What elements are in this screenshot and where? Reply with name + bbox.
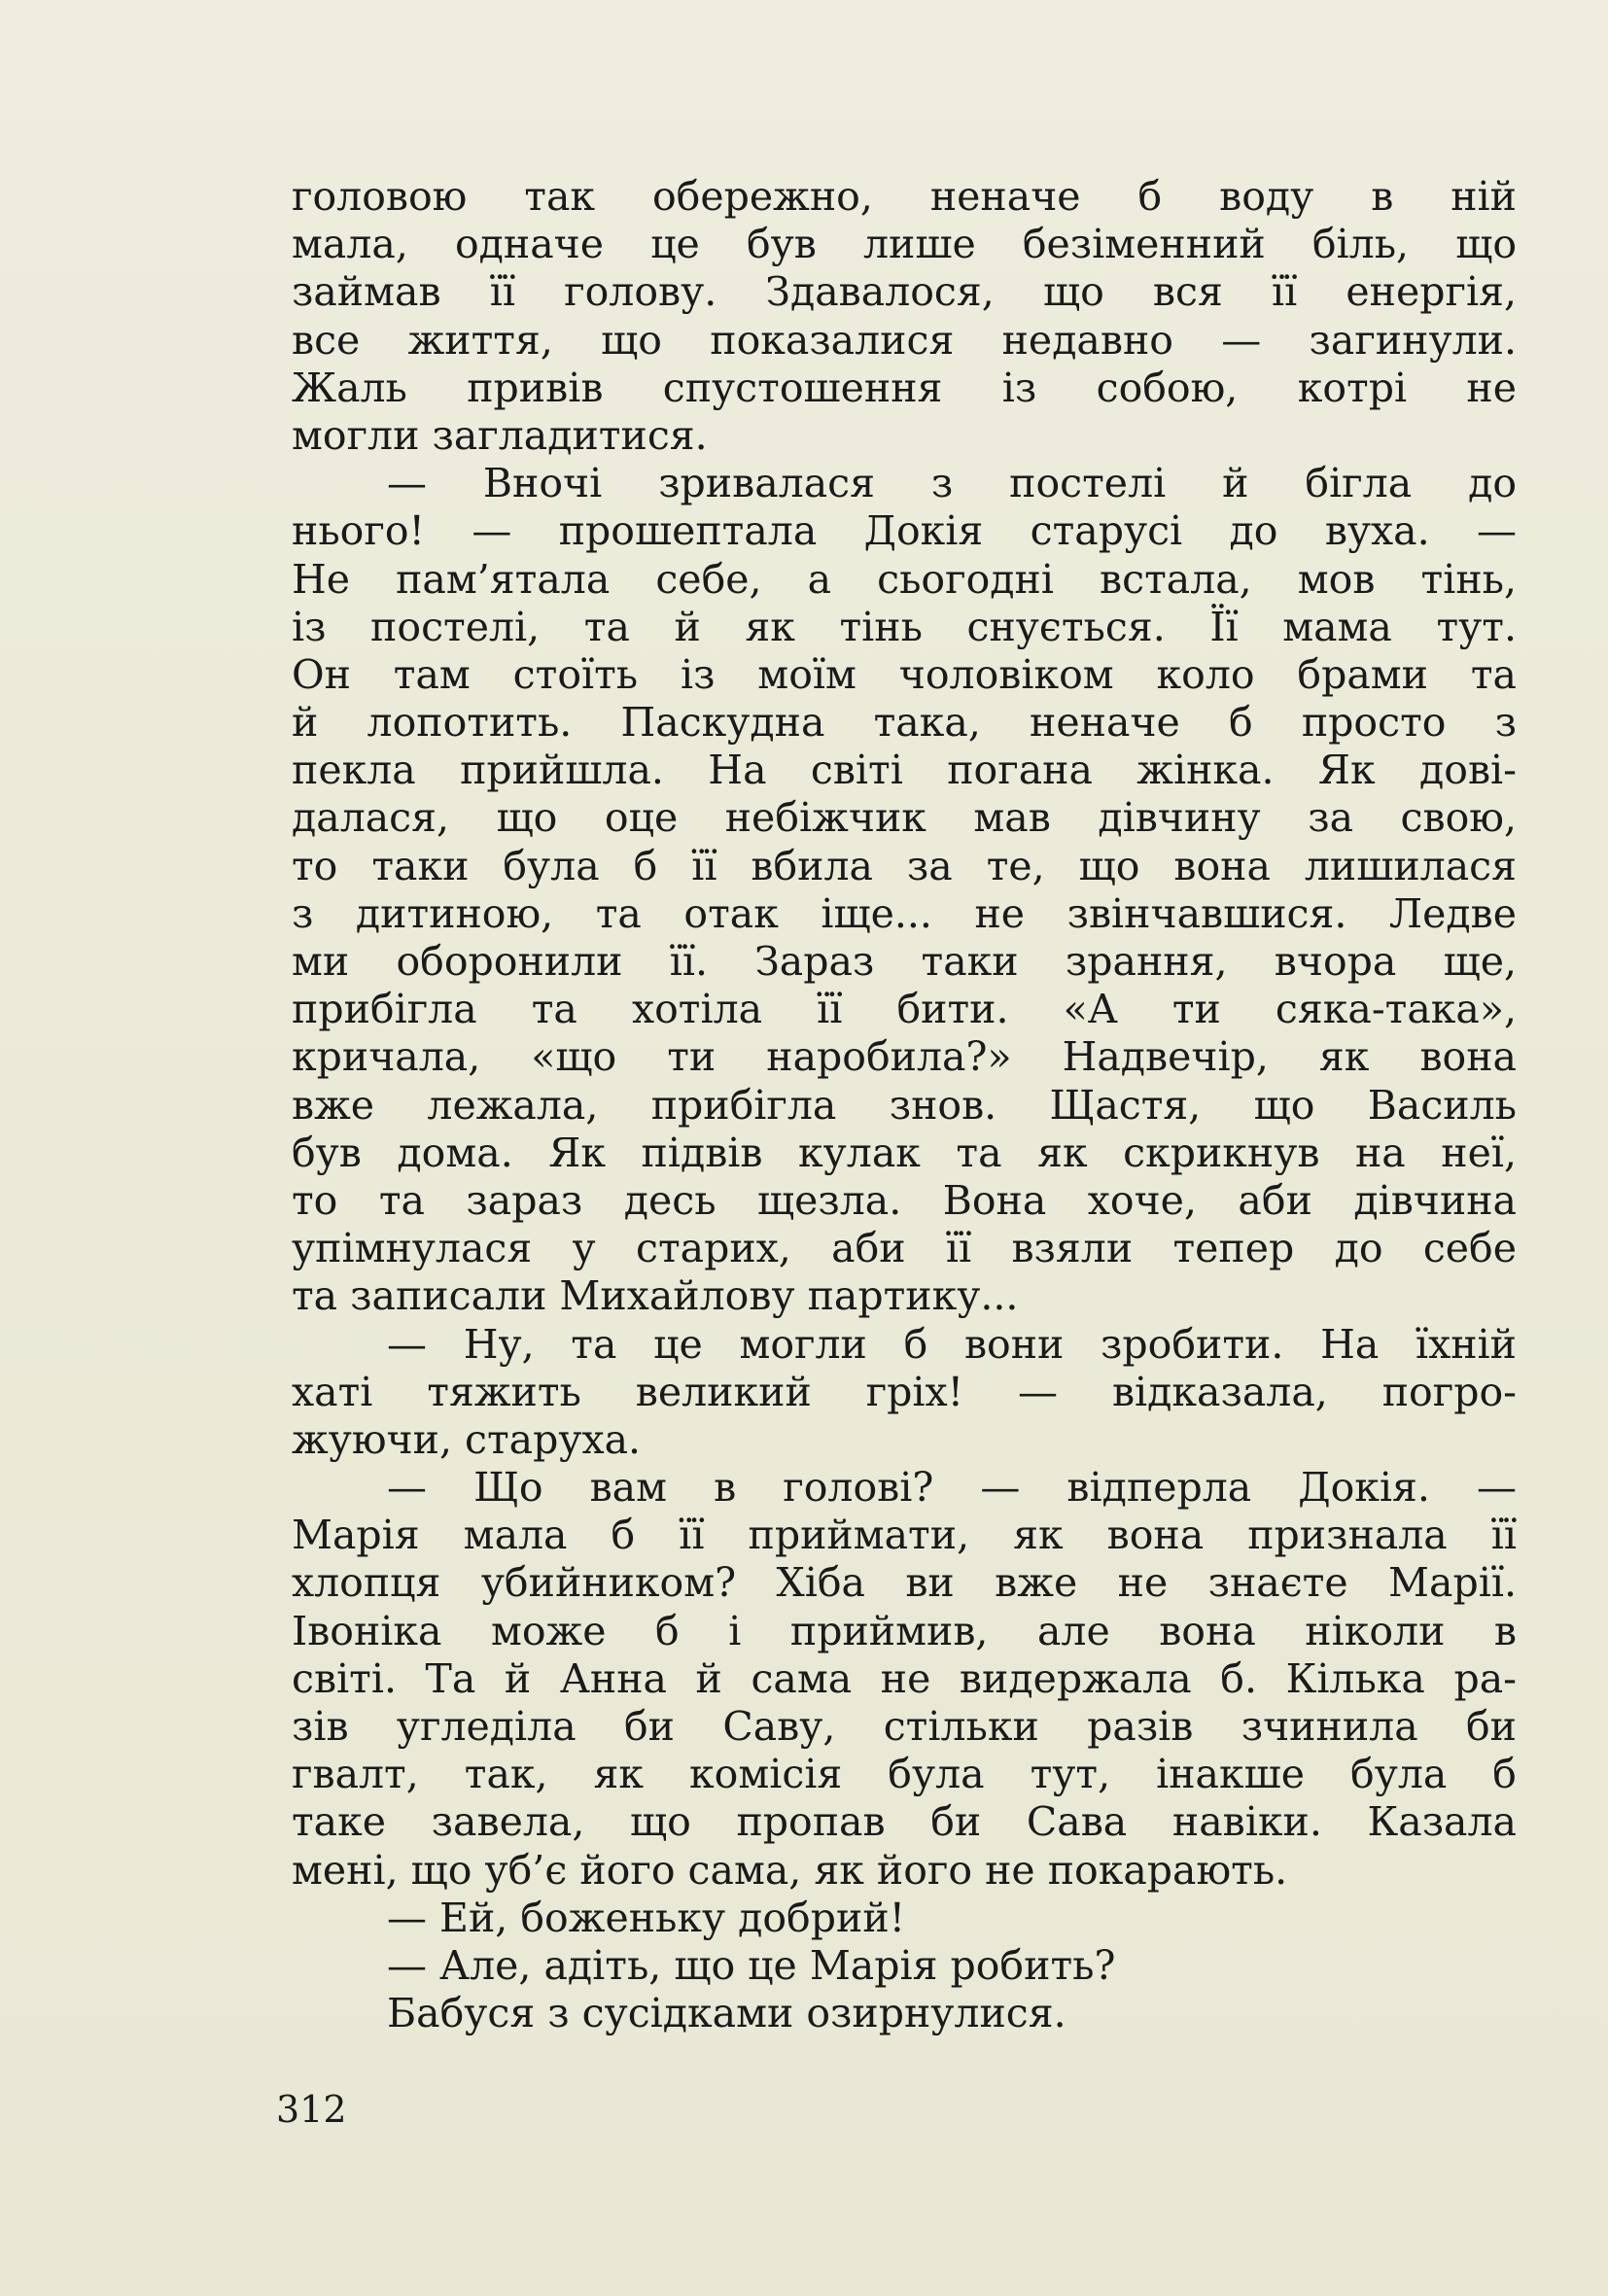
text-line: упімнулася у старих, аби її взяли тепер до себе — [292, 1225, 1517, 1272]
text-line: й лопотить. Паскудна така, неначе б просто з — [292, 699, 1517, 747]
text-line: Жаль привів спустошення із собою, котрі не — [292, 364, 1517, 411]
text-line: Не пам’ятала себе, а сьогодні встала, мов тінь, — [292, 555, 1517, 603]
text-line: та записали Михайлову партику... — [292, 1272, 1019, 1320]
text-line: все життя, що показалися недавно — загинули. — [292, 316, 1517, 364]
text-line: то таки була б її вбила за те, що вона лишилася — [292, 842, 1517, 889]
text-line: світі. Та й Анна й сама не видержала б. Кілька ра- — [292, 1654, 1517, 1702]
text-line: то та зараз десь щезла. Вона хоче, аби дівчина — [292, 1176, 1517, 1224]
text-line: мала, одначе це був лише безіменний біль, що — [292, 221, 1517, 268]
text-line: нього! — прошептала Докія старусі до вуха. — — [292, 507, 1517, 555]
text-line: Он там стоїть із моїм чоловіком коло брами та — [292, 650, 1517, 698]
text-line: вже лежала, прибігла знов. Щастя, що Василь — [292, 1081, 1517, 1129]
text-line: — Що вам в голові? — відперла Докія. — — [387, 1464, 1517, 1512]
page-number: 312 — [276, 2088, 347, 2131]
text-line: гвалт, так, як комісія була тут, інакше була б — [292, 1751, 1517, 1798]
text-line: Івоніка може б і приймив, але вона ніколи в — [292, 1607, 1517, 1654]
text-line: з дитиною, та отак іще... не звінчавшися. Ледве — [292, 889, 1517, 937]
text-line: ми оборонили її. Зараз таки зрання, вчора ще, — [292, 938, 1517, 985]
text-line: далася, що оце небіжчик мав дівчину за свою, — [292, 794, 1517, 842]
text-line: — Але, адіть, що це Марія робить? — [387, 1941, 1116, 1989]
text-line: зів угледіла би Саву, стільки разів зчинила би — [292, 1703, 1517, 1750]
text-line: — Ну, та це могли б вони зробити. На їхній — [387, 1320, 1517, 1368]
text-line: займав її голову. Здавалося, що вся її енергія, — [292, 268, 1517, 316]
text-line: головою так обережно, неначе б воду в ній — [292, 173, 1517, 220]
text-line: хлопця убийником? Хіба ви вже не знаєте Марії. — [292, 1559, 1517, 1607]
text-line: пекла прийшла. На світі погана жінка. Як дові- — [292, 747, 1517, 794]
text-line: прибігла та хотіла її бити. «А ти сяка-така», — [292, 986, 1517, 1033]
text-line: могли загладитися. — [292, 411, 708, 459]
text-line: мені, що уб’є його сама, як його не покарають. — [292, 1846, 1288, 1894]
text-line: із постелі, та й як тінь снується. Її мама тут. — [292, 603, 1517, 650]
text-line: — Ей, боженьку добрий! — [387, 1894, 906, 1941]
text-line: був дома. Як підвів кулак та як скрикнув на неї, — [292, 1129, 1517, 1176]
text-line: кричала, «що ти наробила?» Надвечір, як вона — [292, 1033, 1517, 1081]
text-line: Марія мала б її приймати, як вона признала її — [292, 1512, 1517, 1559]
text-line: хаті тяжить великий гріх! — відказала, погро- — [292, 1368, 1517, 1415]
text-line: Бабуся з сусідками озирнулися. — [387, 1990, 1066, 2037]
text-line: жуючи, старуха. — [292, 1415, 642, 1463]
page-text — [292, 173, 1517, 2037]
text-line: таке завела, що пропав би Сава навіки. Казала — [292, 1798, 1517, 1846]
text-line: — Вночі зривалася з постелі й бігла до — [387, 460, 1517, 507]
